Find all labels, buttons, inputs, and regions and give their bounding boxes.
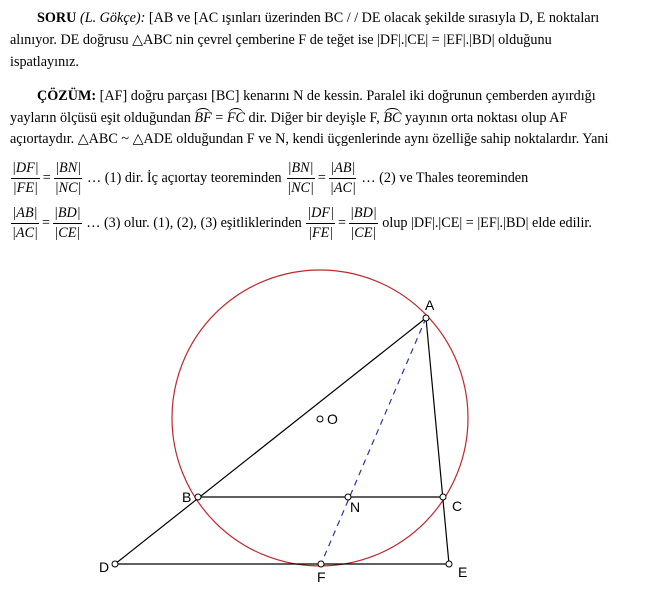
equation-row-2: $\frac{|AB|}{|AC|}$ = $\frac{|BD|}{|CE|}$ … (3) olur. (1), (2), (3) eşitliklerinden $\frac{|DF|}{|FE|}$ = $\frac{|BD|}{|CE|}$ olup |DF|.|CE| = |EF|.|BD| elde edilir. bbox=[12, 205, 592, 241]
solution-text-2b: dir. Diğer bir deyişle F, bbox=[248, 110, 384, 126]
segment-ae bbox=[426, 318, 449, 564]
arc-fc: FC bbox=[226, 110, 245, 126]
label-n: N bbox=[350, 499, 361, 515]
label-a: A bbox=[425, 297, 435, 313]
point-a bbox=[423, 315, 429, 321]
fraction-denominator: |NC| bbox=[287, 180, 314, 196]
label-c: C bbox=[452, 498, 463, 514]
equation-text: … (1) dir. İç açıortay teoreminden bbox=[87, 169, 282, 186]
label-f: F bbox=[317, 569, 326, 585]
fraction-denominator: |AC| bbox=[329, 180, 356, 196]
fraction-numerator: |BD| bbox=[53, 205, 82, 224]
fraction-numerator: |AB| bbox=[11, 205, 38, 224]
solution-label: ÇÖZÜM: bbox=[37, 88, 97, 104]
problem-author: (L. Gökçe): bbox=[79, 10, 146, 26]
arc-bc: BC bbox=[383, 110, 402, 126]
point-c bbox=[440, 494, 446, 500]
fraction-denominator: |NC| bbox=[54, 180, 82, 196]
equation-text: olup |DF|.|CE| = |EF|.|BD| elde edilir. bbox=[382, 214, 592, 231]
arc-equals: = bbox=[215, 110, 227, 126]
solution-text-3: açıortaydır. △ABC ~ △ADE olduğundan F ve N, kendi üçgenlerinde aynı özelliğe sahip noktalardır. Yani bbox=[10, 131, 609, 147]
fraction-denominator: |AC| bbox=[12, 225, 38, 241]
segment-da bbox=[115, 318, 426, 564]
label-e: E bbox=[458, 564, 468, 580]
problem-text-3: ispatlayınız. bbox=[10, 54, 79, 70]
problem-text-2: alınıyor. DE doğrusu △ABC nin çevrel çemberine F de teğet ise |DF|.|CE| = |EF|.|BD| olduğunu bbox=[10, 32, 552, 48]
solution-text-2a: yayların ölçüsü eşit olduğundan bbox=[10, 110, 195, 126]
label-b: B bbox=[182, 489, 192, 505]
fraction-numerator: |BN| bbox=[54, 160, 82, 179]
fraction-numerator: |DF| bbox=[306, 205, 335, 224]
fraction-numerator: |BD| bbox=[349, 205, 378, 224]
fraction-numerator: |AB| bbox=[329, 160, 356, 179]
problem-label: SORU bbox=[37, 10, 77, 26]
equation-text: … (3) olur. (1), (2), (3) eşitliklerinden bbox=[86, 214, 302, 231]
fraction-numerator: |DF| bbox=[11, 160, 40, 179]
fraction-numerator: |BN| bbox=[287, 160, 315, 179]
solution-text-1: [AF] doğru parçası [BC] kenarını N de kessin. Paralel iki doğrunun çemberden ayırdığı bbox=[99, 88, 596, 104]
fraction-denominator: |CE| bbox=[350, 225, 377, 241]
point-d bbox=[112, 561, 118, 567]
label-o: O bbox=[327, 411, 338, 427]
problem-text-1: [AB ve [AC ışınları üzerinden BC / / DE olacak şekilde sırasıyla D, E noktaları bbox=[148, 10, 600, 26]
point-f bbox=[318, 561, 324, 567]
equation-row-1: $\frac{|DF|}{|FE|}$ = $\frac{|BN|}{|NC|}$ … (1) dir. İç açıortay teoreminden $\frac{|BN|}{|NC|}$ = $\frac{|AB|}{|AC|}$ … (2) ve Thales teoreminden bbox=[12, 160, 529, 196]
label-d: D bbox=[99, 559, 110, 575]
segment-af-dashed bbox=[321, 318, 426, 564]
fraction-denominator: |CE| bbox=[54, 225, 81, 241]
fraction-denominator: |FE| bbox=[12, 180, 38, 196]
fraction-denominator: |FE| bbox=[308, 225, 334, 241]
solution-text-2c: yayının orta noktası olup AF bbox=[405, 110, 568, 126]
point-o bbox=[317, 416, 323, 422]
equation-text: … (2) ve Thales teoreminden bbox=[361, 169, 529, 186]
point-b bbox=[195, 494, 201, 500]
point-e bbox=[446, 561, 452, 567]
arc-bf: BF bbox=[194, 110, 212, 126]
